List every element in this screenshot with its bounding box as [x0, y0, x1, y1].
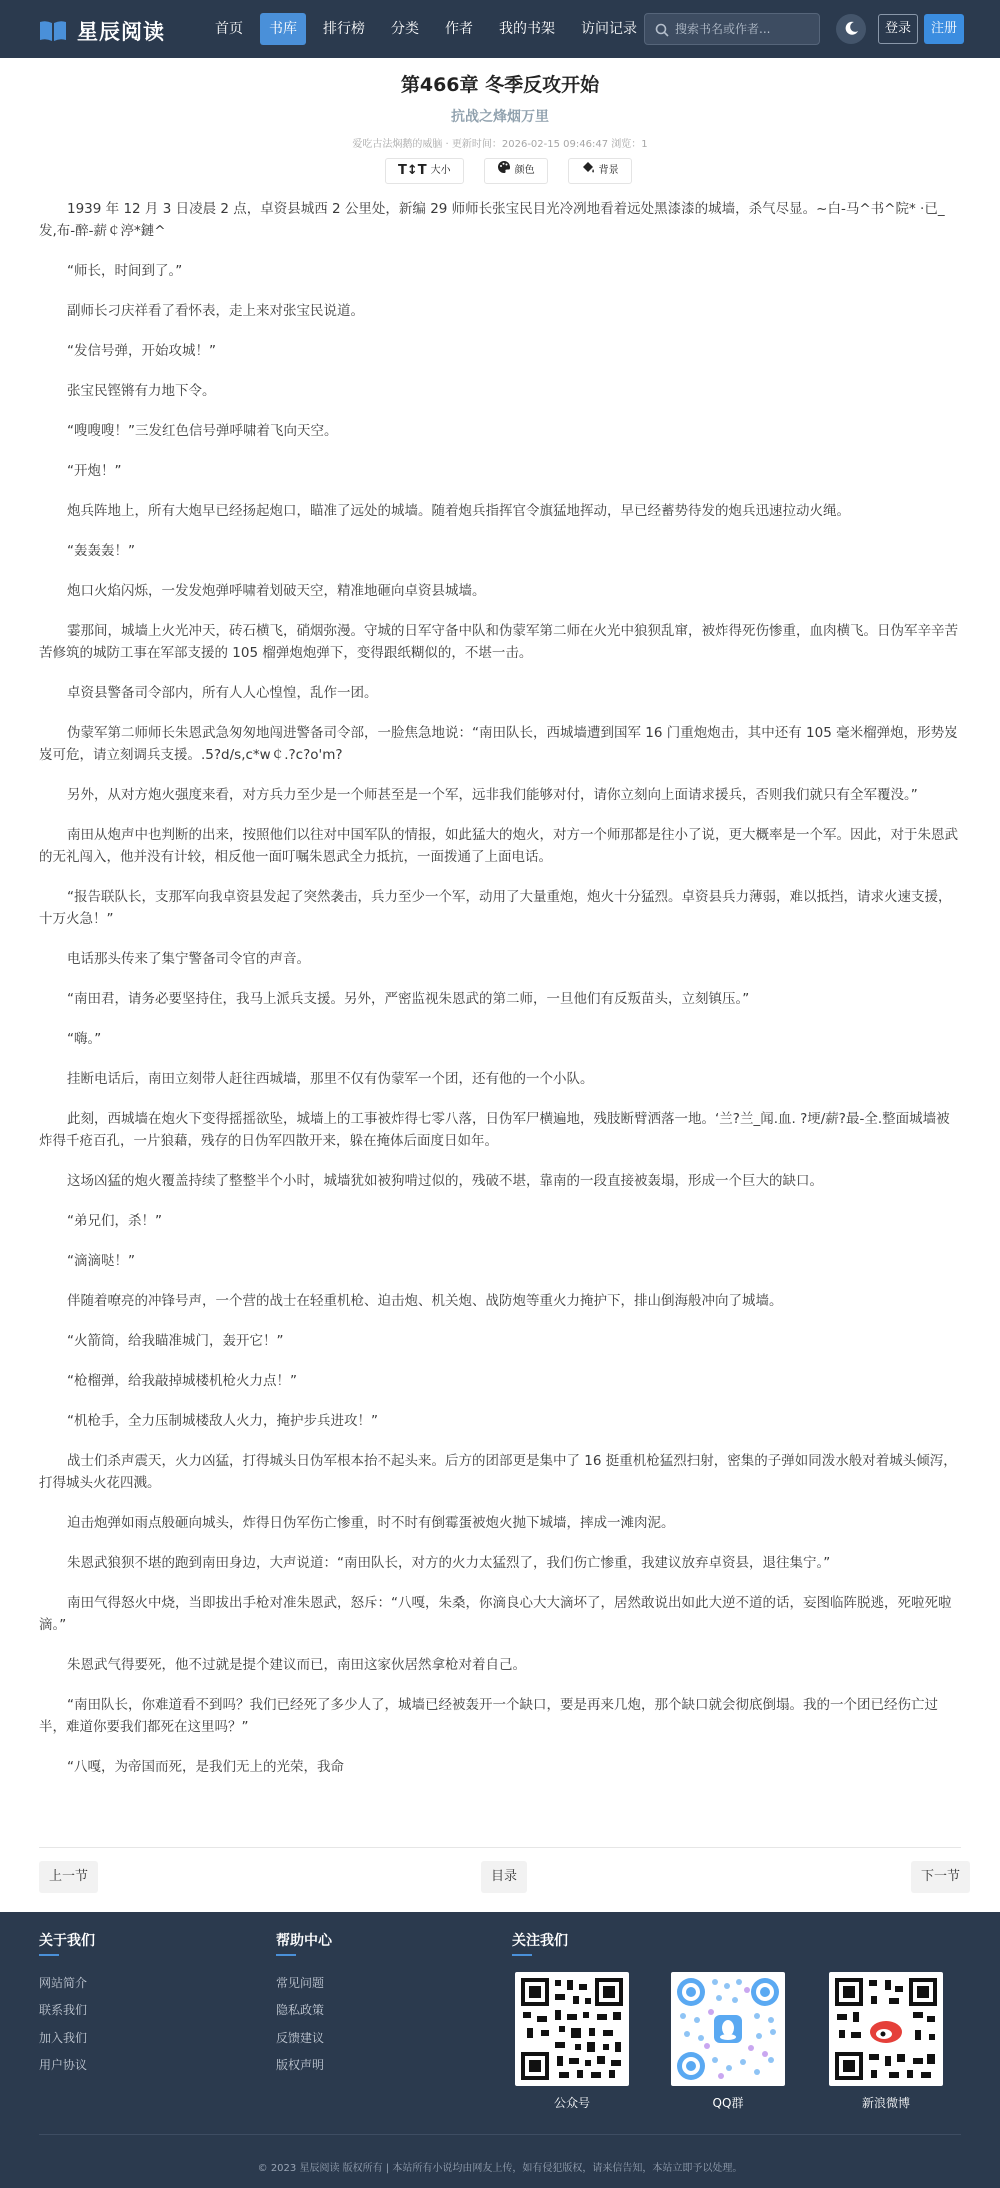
nav-authors[interactable]: 作者	[445, 21, 473, 37]
paragraph: “弟兄们，杀！”	[67, 1213, 162, 1229]
paragraph: 这场凶猛的炮火覆盖持续了整整半个小时，城墙犹如被狗啃过似的，残破不堪，靠南的一段直接被轰塌，形成一个巨大的缺口。	[67, 1173, 823, 1189]
paragraph: 伴随着嘹亮的冲锋号声，一个营的战士在轻重机枪、迫击炮、机关炮、战防炮等重火力掩护下，排山倒海般冲向了城墙。	[67, 1293, 783, 1309]
register-button[interactable]: 注册	[924, 14, 964, 44]
paragraph: “发信号弹，开始攻城！”	[67, 343, 216, 359]
site-footer	[0, 1912, 1000, 2188]
color-label: 颜色	[514, 165, 535, 176]
weibo-qr-code	[829, 1972, 943, 2086]
nav-home[interactable]: 首页	[215, 21, 243, 37]
paragraph: 卓资县警备司令部内，所有人人心惶惶，乱作一团。	[67, 685, 378, 701]
background-button[interactable]	[568, 158, 632, 184]
site-logo[interactable]	[39, 16, 165, 46]
footer-link-join[interactable]: 加入我们	[39, 2031, 88, 2045]
footer-link-site-intro[interactable]: 网站简介	[39, 1976, 88, 1990]
nav-library[interactable]: 书库	[260, 13, 306, 45]
paragraph: 张宝民铿锵有力地下令。	[67, 383, 216, 399]
footer-divider	[39, 2134, 961, 2135]
paragraph: 炮兵阵地上，所有大炮早已经扬起炮口，瞄准了远处的城墙。随着炮兵指挥官令旗猛地挥动，早已经蓄势待发的炮兵迅速拉动火绳。	[67, 503, 850, 519]
qq-group-qr-label: QQ群	[712, 2096, 744, 2110]
font-size-label: 大小	[430, 165, 451, 176]
paragraph: “报告联队长，支那军向我卓资县发起了突然袭击，兵力至少一个军，动用了大量重炮，炮火十分猛烈。卓资县兵力薄弱，难以抵挡，请求火速支援，十万火急！”	[39, 889, 952, 927]
paragraph: 霎那间，城墙上火光冲天，砖石横飞，硝烟弥漫。守城的日军守备中队和伪蒙军第二师在火光中狼狈乱窜，被炸得死伤惨重，血肉横飞。日伪军辛辛苦苦修筑的城防工事在军部支援的 105 榴弹炮炮弹下，变得跟纸糊似的，不堪一击。	[39, 623, 958, 661]
paint-bucket-icon	[581, 159, 595, 183]
book-title-link[interactable]: 抗战之烽烟万里	[451, 109, 549, 125]
paragraph: 电话那头传来了集宁警备司令官的声音。	[67, 951, 310, 967]
nav-rankings[interactable]: 排行榜	[323, 21, 365, 37]
paragraph: “机枪手，全力压制城楼敌人火力，掩护步兵进攻！”	[67, 1413, 378, 1429]
footer-about-title: 关于我们	[39, 1930, 95, 1950]
paragraph: “火箭筒，给我瞄准城门，轰开它！”	[67, 1333, 284, 1349]
wechat-qr-code	[515, 1972, 629, 2086]
font-size-icon: T↕T	[398, 163, 427, 178]
qq-group-qr-code	[671, 1972, 785, 2086]
footer-link-contact[interactable]: 联系我们	[39, 2003, 88, 2017]
nav-categories[interactable]: 分类	[391, 21, 419, 37]
paragraph: 朱恩武狼狈不堪的跑到南田身边，大声说道：“南田队长，对方的火力太猛烈了，我们伤亡惨重，我建议放弃卓资县，退往集宁。”	[67, 1555, 831, 1571]
paragraph: “轰轰轰！”	[67, 543, 135, 559]
nav-my-bookshelf[interactable]: 我的书架	[499, 21, 555, 37]
color-button[interactable]	[484, 158, 548, 184]
search-box[interactable]	[644, 13, 820, 45]
paragraph: 战士们杀声震天，火力凶猛，打得城头日伪军根本抬不起头来。后方的团部更是集中了 16 挺重机枪猛烈扫射，密集的子弹如同泼水般对着城头倾泻，打得城头火花四溅。	[39, 1453, 957, 1491]
next-chapter-button[interactable]: 下一节	[911, 1861, 970, 1893]
chapter-content	[39, 198, 961, 1796]
chapter-meta: 爱吃古法焖鹅的威脑 · 更新时间：2026-02-15 09:46:47 浏览：1	[352, 139, 648, 150]
paragraph: 1939 年 12 月 3 日凌晨 2 点，卓资县城西 2 公里处，新编 29 师师长张宝民目光冷冽地看着远处黑漆漆的城墙，杀气尽显。~白-马^书^院* ·已_发,布-醉-薪￠渟*鏈^	[39, 201, 945, 239]
table-of-contents-button[interactable]: 目录	[481, 1861, 527, 1893]
paragraph: “滴滴哒！”	[67, 1253, 135, 1269]
paragraph: “嗖嗖嗖！”三发红色信号弹呼啸着飞向天空。	[67, 423, 338, 439]
paragraph: “八嘎，为帝国而死，是我们无上的光荣，我命	[67, 1759, 344, 1775]
paragraph: 南田气得怒火中烧，当即拔出手枪对准朱恩武，怒斥：“八嘎，朱桑，你滴良心大大滴坏了，居然敢说出如此大逆不道的话，妄图临阵脱逃，死啦死啦滴。”	[39, 1595, 952, 1633]
paragraph: “南田君，请务必要坚持住，我马上派兵支援。另外，严密监视朱恩武的第二师，一旦他们有反叛苗头，立刻镇压。”	[67, 991, 750, 1007]
paragraph: “南田队长，你难道看不到吗？我们已经死了多少人了，城墙已经被轰开一个缺口，要是再来几炮，那个缺口就会彻底倒塌。我的一个团已经伤亡过半，难道你要我们都死在这里吗？”	[39, 1697, 938, 1735]
paragraph: 朱恩武气得要死，他不过就是提个建议而已，南田这家伙居然拿枪对着自己。	[67, 1657, 526, 1673]
nav-history[interactable]: 访问记录	[581, 21, 637, 37]
main-nav	[206, 13, 654, 45]
search-input[interactable]	[675, 20, 815, 38]
search-icon	[655, 22, 669, 41]
footer-link-feedback[interactable]: 反馈建议	[276, 2031, 325, 2045]
footer-link-faq[interactable]: 常见问题	[276, 1976, 325, 1990]
font-size-button[interactable]	[385, 158, 464, 184]
paragraph: “枪榴弹，给我敲掉城楼机枪火力点！”	[67, 1373, 297, 1389]
palette-icon	[497, 159, 511, 183]
moon-icon	[844, 21, 859, 40]
paragraph: “嗨。”	[67, 1031, 102, 1047]
site-name: 星辰阅读	[77, 20, 165, 44]
top-header	[0, 0, 1000, 58]
prev-chapter-button[interactable]: 上一节	[39, 1861, 98, 1893]
copyright-text: © 2023 星辰阅读 版权所有 | 本站所有小说均由网友上传，如有侵犯版权，请来信告知，本站立即予以处理。	[257, 2163, 743, 2174]
paragraph: 此刻，西城墙在炮火下变得摇摇欲坠，城墙上的工事被炸得七零八落，日伪军尸横遍地，残肢断臂洒落一地。‘兰?兰_闻.血. ?埂/薪?最-全.整面城墙被炸得千疮百孔，一片狼藉，残存的日伪军四散开来，躲在掩体后面度日如年。	[39, 1111, 950, 1149]
reading-toolbar	[385, 158, 652, 184]
paragraph: 副师长刁庆祥看了看怀表，走上来对张宝民说道。	[67, 303, 364, 319]
chapter-title: 第466章 冬季反攻开始	[400, 74, 600, 96]
paragraph: 另外，从对方炮火强度来看，对方兵力至少是一个师甚至是一个军，远非我们能够对付，请你立刻向上面请求援兵，否则我们就只有全军覆没。”	[67, 787, 918, 803]
wechat-qr-label: 公众号	[553, 2096, 590, 2110]
background-label: 背景	[598, 165, 619, 176]
content-divider	[39, 1847, 961, 1848]
footer-link-user-agreement[interactable]: 用户协议	[39, 2058, 88, 2072]
footer-link-copyright[interactable]: 版权声明	[276, 2058, 325, 2072]
paragraph: 伪蒙军第二师师长朱恩武急匆匆地闯进警备司令部，一脸焦急地说：“南田队长，西城墙遭到国军 16 门重炮炮击，其中还有 105 毫米榴弹炮，形势岌岌可危，请立刻调兵支援。.5?d/s,c*w￠.?c?o'm?	[39, 725, 958, 763]
paragraph: 迫击炮弹如雨点般砸向城头，炸得日伪军伤亡惨重，时不时有倒霉蛋被炮火抛下城墙，摔成一滩肉泥。	[67, 1515, 675, 1531]
paragraph: 炮口火焰闪烁，一发发炮弹呼啸着划破天空，精准地砸向卓资县城墙。	[67, 583, 486, 599]
paragraph: 南田从炮声中也判断的出来，按照他们以往对中国军队的情报，如此猛大的炮火，对方一个师那都是往小了说，更大概率是一个军。因此，对于朱恩武的无礼闯入，他并没有计较，相反他一面叮嘱朱恩武全力抵抗，一面拨通了上面电话。	[39, 827, 958, 865]
footer-link-privacy[interactable]: 隐私政策	[276, 2003, 325, 2017]
paragraph: 挂断电话后，南田立刻带人赶往西城墙，那里不仅有伪蒙军一个团，还有他的一个小队。	[67, 1071, 594, 1087]
weibo-qr-label: 新浪微博	[861, 2096, 910, 2110]
book-icon	[39, 20, 67, 42]
login-button[interactable]: 登录	[878, 14, 918, 44]
paragraph: “开炮！”	[67, 463, 122, 479]
footer-follow-title: 关注我们	[512, 1930, 568, 1950]
paragraph: “师长，时间到了。”	[67, 263, 183, 279]
footer-help-title: 帮助中心	[276, 1930, 332, 1950]
theme-toggle-button[interactable]	[836, 14, 866, 44]
